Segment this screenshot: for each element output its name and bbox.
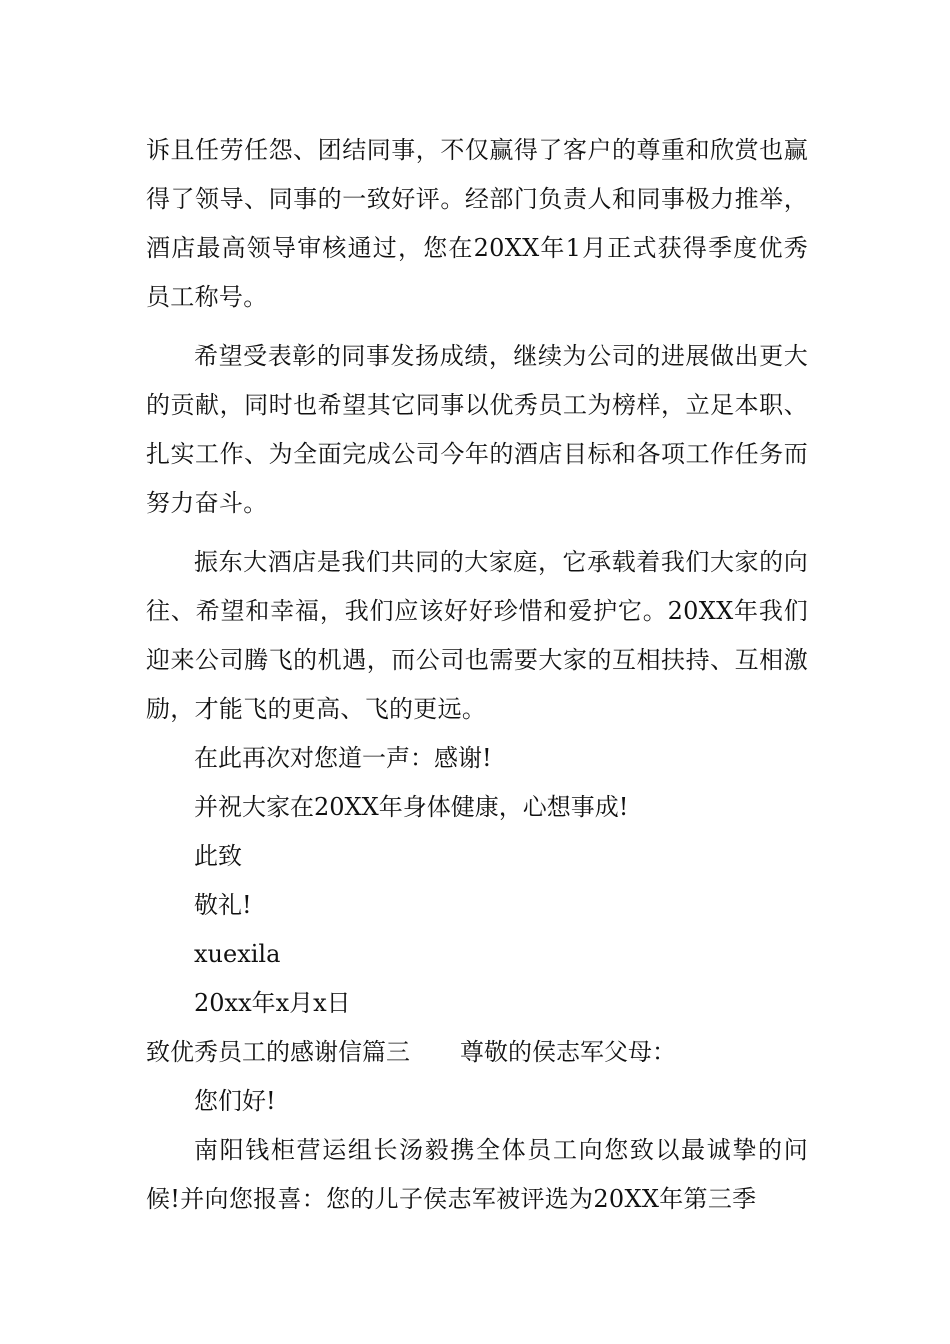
closing-line-1: 此致 xyxy=(194,842,242,870)
document-page xyxy=(146,126,808,1224)
section-title: 致优秀员工的感谢信篇三 xyxy=(146,1038,410,1066)
paragraph-hotel-family: 振东大酒店是我们共同的大家庭，它承载着我们大家的向往、希望和幸福，我们应该好好珍惜和爱护它。20XX年我们迎来公司腾飞的机遇，而公司也需要大家的互相扶持、互相激励，才能飞的更高、飞的更远。 xyxy=(146,548,808,723)
paragraph-announcement: 南阳钱柜营运组长汤毅携全体员工向您致以最诚挚的问候!并向您报喜：您的儿子侯志军被评选为20XX年第三季 xyxy=(146,1136,808,1213)
salutation: 尊敬的侯志军父母： xyxy=(460,1038,676,1066)
paragraph-award-detail: 诉且任劳任怨、团结同事，不仅赢得了客户的尊重和欣赏也赢得了领导、同事的一致好评。经部门负责人和同事极力推举，酒店最高领导审核通过，您在20XX年1月正式获得季度优秀员工称号。 xyxy=(146,136,808,311)
thanks-line: 在此再次对您道一声：感谢! xyxy=(194,744,492,772)
wish-line: 并祝大家在20XX年身体健康，心想事成! xyxy=(194,793,629,821)
signature-line: xuexila xyxy=(194,940,281,968)
paragraph-hope: 希望受表彰的同事发扬成绩，继续为公司的进展做出更大的贡献，同时也希望其它同事以优秀员工为榜样，立足本职、扎实工作、为全面完成公司今年的酒店目标和各项工作任务而努力奋斗。 xyxy=(146,342,808,517)
greeting-line: 您们好! xyxy=(194,1087,276,1115)
closing-line-2: 敬礼! xyxy=(194,891,252,919)
section-heading-line xyxy=(146,1028,808,1077)
date-line: 20xx年x月x日 xyxy=(194,989,351,1017)
